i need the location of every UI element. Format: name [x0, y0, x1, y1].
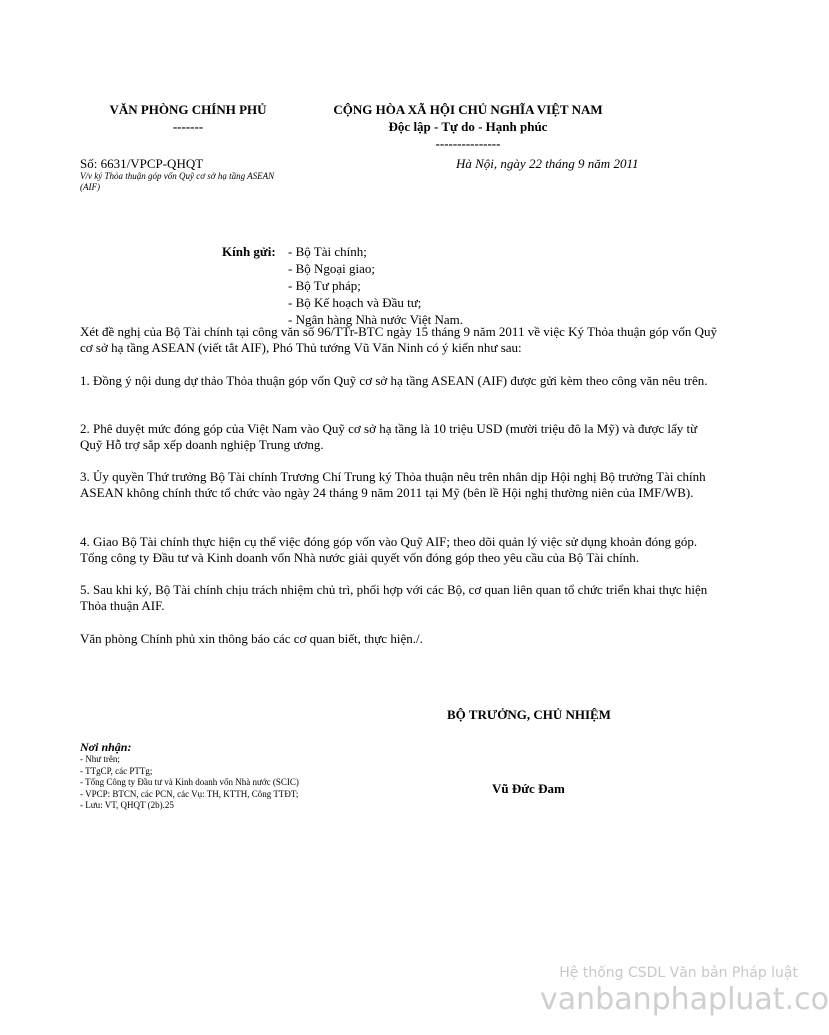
- recipient-item: - Bộ Ngoại giao;: [288, 261, 376, 276]
- distribution-item: - Lưu: VT, QHQT (2b).25: [80, 800, 174, 810]
- distribution-item: - VPCP: BTCN, các PCN, các Vụ: TH, KTTH, Công TTĐT;: [80, 788, 299, 799]
- document-number: Số: 6631/VPCP-QHQT: [80, 156, 204, 171]
- national-motto-rule: ---------------: [435, 136, 501, 151]
- national-title-block: [320, 101, 616, 152]
- distribution-list: [80, 754, 400, 812]
- recipients-label: Kính gửi:: [222, 244, 276, 259]
- recipient-item: - Ngân hàng Nhà nước Việt Nam.: [288, 312, 463, 327]
- site-watermark: [540, 964, 829, 1018]
- recipient-item: - Bộ Tài chính;: [288, 244, 367, 259]
- distribution-heading: Nơi nhận:: [80, 740, 132, 754]
- recipient-item: - Bộ Kế hoạch và Đầu tư;: [288, 295, 422, 310]
- issuing-agency-rule: -------: [172, 119, 204, 134]
- body-item-3: 3. Ủy quyền Thứ trưởng Bộ Tài chính Trương Chí Trung ký Thỏa thuận nêu trên nhân dịp Hội nghị Bộ trưởng Tài chính ASEAN không chính thức tổ chức vào ngày 24 tháng 9 năm 2011 tại Mỹ (bên lề Hội nghị thường niên của IMF/WB).: [80, 469, 706, 500]
- body-item-1: 1. Đồng ý nội dung dự thảo Thỏa thuận góp vốn Quỹ cơ sở hạ tầng ASEAN (AIF) được gửi kèm theo công văn nêu trên.: [80, 373, 708, 388]
- signer-title: BỘ TRƯỞNG, CHỦ NHIỆM: [447, 707, 611, 722]
- distribution-item: - TTgCP, các PTTg;: [80, 765, 153, 776]
- body-item-2: 2. Phê duyệt mức đóng góp của Việt Nam vào Quỹ cơ sở hạ tầng là 10 triệu USD (mười triệu đô la Mỹ) và được lấy từ Quỹ Hỗ trợ sắp xếp doanh nghiệp Trung ương.: [80, 421, 698, 452]
- distribution-item: - Như trên;: [80, 754, 120, 764]
- document-subject: V/v ký Thỏa thuận góp vốn Quỹ cơ sở hạ tầng ASEAN (AIF): [80, 171, 275, 192]
- issuing-agency-name: VĂN PHÒNG CHÍNH PHỦ: [109, 102, 267, 117]
- watermark-domain: vanbanphapluat.co: [540, 982, 829, 1017]
- document-place-date: Hà Nội, ngày 22 tháng 9 năm 2011: [456, 156, 639, 171]
- issuing-agency-block: [80, 101, 296, 135]
- intro-paragraph: Xét đề nghị của Bộ Tài chính tại công văn số 96/TTr-BTC ngày 15 tháng 9 năm 2011 về việc Ký Thỏa thuận góp vốn Quỹ cơ sở hạ tầng ASEAN (viết tắt AIF), Phó Thủ tướng Vũ Văn Ninh có ý kiến như sau:: [80, 324, 717, 355]
- body-item-4: 4. Giao Bộ Tài chính thực hiện cụ thể việc đóng góp vốn vào Quỹ AIF; theo dõi quản lý việc sử dụng khoản đóng góp. Tổng công ty Đầu tư và Kinh doanh vốn Nhà nước giải quyết vốn đóng góp theo yêu cầu của Bộ Tài chính.: [80, 534, 698, 565]
- watermark-tagline: Hệ thống CSDL Văn bản Pháp luật: [559, 965, 798, 981]
- recipients-block: [222, 243, 463, 328]
- distribution-block: [80, 740, 400, 812]
- recipients-list: [288, 243, 463, 328]
- national-motto: Độc lập - Tự do - Hạnh phúc: [388, 119, 548, 134]
- national-title: CỘNG HÒA XÃ HỘI CHỦ NGHĨA VIỆT NAM: [333, 102, 603, 117]
- recipient-item: - Bộ Tư pháp;: [288, 278, 361, 293]
- body-item-5: 5. Sau khi ký, Bộ Tài chính chịu trách nhiệm chủ trì, phối hợp với các Bộ, cơ quan liên quan tổ chức triển khai thực hiện Thỏa thuận AIF.: [80, 582, 708, 613]
- distribution-item: - Tổng Công ty Đầu tư và Kinh doanh vốn Nhà nước (SCIC): [80, 777, 299, 787]
- signer-name: Vũ Đức Đam: [492, 781, 565, 796]
- closing-paragraph: Văn phòng Chính phủ xin thông báo các cơ quan biết, thực hiện./.: [80, 631, 423, 646]
